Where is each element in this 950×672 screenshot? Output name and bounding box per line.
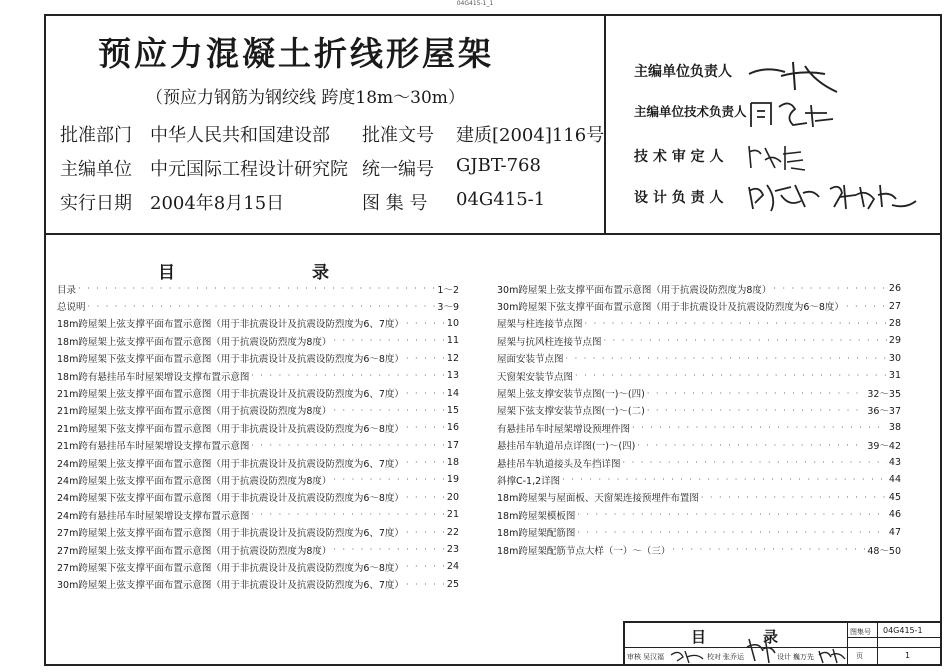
- atlas-subtitle: （预应力钢筋为钢绞线 跨度18m～30m）: [146, 88, 465, 108]
- toc-entry-page: 21: [446, 509, 459, 521]
- toc-entry: [57, 280, 459, 297]
- footer-page-value: 1: [905, 651, 911, 660]
- toc-entry: [57, 558, 459, 575]
- toc-leader-dots: [406, 458, 445, 467]
- toc-entry-page: 10: [446, 317, 459, 329]
- toc-entry-title: 27m跨屋架下弦支撑平面布置示意图（用于非抗震设计及抗震设防烈度为6～8度）: [57, 562, 404, 574]
- toc-entry-page: 27: [888, 300, 901, 312]
- toc-entry-page: 47: [888, 526, 901, 538]
- toc-entry-page: 19: [446, 474, 459, 486]
- toc-entry: [57, 384, 459, 401]
- toc-leader-dots: [251, 510, 445, 519]
- footer-check-signature: [745, 633, 779, 665]
- toc-entry-title: 18m跨屋架上弦支撑平面布置示意图（用于抗震设防烈度为8度）: [57, 336, 332, 348]
- toc-entry-title: 18m跨有悬挂吊车时屋架增设支撑布置示意图: [57, 371, 250, 383]
- toc-entry-page: 43: [888, 457, 901, 469]
- toc-entry: [57, 523, 459, 540]
- toc-entry-title: 18m跨屋架配筋图: [497, 528, 576, 540]
- toc-entry-page: 22: [446, 526, 459, 538]
- approval-dept-value: 中华人民共和国建设部: [150, 125, 330, 146]
- toc-leader-dots: [251, 371, 445, 380]
- toc-entry-page: 32～35: [867, 389, 901, 401]
- toc-entry-title: 目录: [57, 284, 77, 296]
- toc-entry: [497, 297, 901, 314]
- toc-entry-title: 天窗架安装节点图: [497, 371, 574, 383]
- toc-entry: [497, 350, 901, 367]
- toc-leader-dots: [406, 423, 445, 432]
- toc-entry-page: 25: [446, 578, 459, 590]
- toc-entry: [57, 350, 459, 367]
- toc-leader-dots: [632, 423, 887, 432]
- toc-entry-title: 18m跨屋架配筋节点大样（一）～（三）: [497, 545, 671, 557]
- approval-doc-label: 批准文号: [362, 125, 434, 146]
- toc-leader-dots: [773, 284, 887, 293]
- toc-entry-page: 26: [888, 283, 901, 295]
- toc-leader-dots: [566, 354, 887, 363]
- toc-entry: [497, 541, 901, 558]
- toc-leader-dots: [78, 284, 435, 293]
- toc-entry-title: 屋架下弦支撑安装节点图(一)～(二): [497, 406, 645, 418]
- toc-entry: [57, 332, 459, 349]
- toc-leader-dots: [577, 510, 887, 519]
- footer-page-label: 页: [856, 652, 863, 660]
- toc-entry-title: 24m跨有悬挂吊车时屋架增设支撑布置示意图: [57, 510, 250, 522]
- file-caption: 04G415-1_1: [456, 0, 494, 7]
- toc-entry: [497, 315, 901, 332]
- footer-review-label: 审核: [627, 653, 641, 661]
- toc-entry: [57, 489, 459, 506]
- toc-leader-dots: [406, 580, 445, 589]
- footer-review-signature: [669, 647, 709, 665]
- toc-entry: [57, 576, 459, 593]
- toc-entry-title: 30m跨屋架下弦支撑平面布置示意图（用于非抗震设计及抗震设防烈度为6～8度）: [497, 302, 844, 314]
- toc-entry-page: 11: [446, 335, 459, 347]
- role-tech-reviewer: 技 术 审 定 人: [634, 149, 724, 165]
- toc-leader-dots: [406, 354, 445, 363]
- title-block: [623, 621, 942, 666]
- toc-entry-page: 31: [888, 370, 901, 382]
- toc-entry: [57, 541, 459, 558]
- toc-entry-title: 24m跨屋架上弦支撑平面布置示意图（用于非抗震设计及抗震设防烈度为6、7度）: [57, 458, 404, 470]
- toc-entry-page: 29: [888, 335, 901, 347]
- signature-chief-tech: [745, 95, 840, 135]
- toc-entry-page: 44: [888, 474, 901, 486]
- toc-entry-title: 27m跨屋架上弦支撑平面布置示意图（用于非抗震设计及抗震设防烈度为6、7度）: [57, 528, 404, 540]
- toc-leader-dots: [333, 406, 445, 415]
- toc-entry-page: 13: [446, 370, 459, 382]
- toc-entry-page: 23: [446, 544, 459, 556]
- toc-entry: [497, 437, 901, 454]
- toc-entry-title: 悬挂吊车轨道接头及车挡详图: [497, 458, 621, 470]
- toc-entry-page: 1～2: [437, 284, 459, 296]
- toc-entry-title: 悬挂吊车轨道吊点详图(一)～(四): [497, 441, 636, 453]
- toc-entry-page: 14: [446, 387, 459, 399]
- toc-entry-page: 48～50: [867, 545, 901, 557]
- toc-entry: [497, 523, 901, 540]
- toc-leader-dots: [575, 371, 887, 380]
- unified-number-value: GJBT-768: [456, 155, 541, 176]
- footer-design-label: 设计: [777, 653, 791, 661]
- toc-entry: [497, 280, 901, 297]
- toc-entry-page: 36～37: [867, 406, 901, 418]
- footer-check-name: 张乔运: [723, 653, 744, 661]
- atlas-number-value: 04G415-1: [456, 189, 546, 210]
- toc-entry: [57, 437, 459, 454]
- editor-unit-value: 中元国际工程设计研究院: [150, 159, 348, 180]
- toc-leader-dots: [623, 458, 887, 467]
- toc-entry-page: 38: [888, 422, 901, 434]
- toc-entry: [57, 402, 459, 419]
- signature-design-lead-1: [745, 177, 825, 217]
- footer-design-signature: [817, 645, 847, 665]
- toc-entry-title: 屋架与柱连接节点图: [497, 319, 583, 331]
- role-chief-unit: 主编单位负责人: [634, 64, 732, 80]
- toc-entry-page: 45: [888, 491, 901, 503]
- toc-entry: [57, 367, 459, 384]
- toc-entry-title: 总说明: [57, 302, 86, 314]
- effective-date-label: 实行日期: [60, 193, 132, 214]
- toc-entry-page: 18: [446, 457, 459, 469]
- toc-entry-page: 3～9: [437, 302, 459, 314]
- toc-entry: [497, 332, 901, 349]
- toc-entry-page: 12: [446, 352, 459, 364]
- toc-leader-dots: [251, 441, 445, 450]
- approval-dept-label: 批准部门: [60, 125, 132, 146]
- toc-entry-title: 21m跨屋架下弦支撑平面布置示意图（用于非抗震设计及抗震设防烈度为6～8度）: [57, 423, 404, 435]
- toc-leader-dots: [406, 493, 445, 502]
- signature-design-lead-2: [826, 177, 921, 217]
- toc-entry-page: 15: [446, 404, 459, 416]
- toc-entry-title: 18m跨屋架上弦支撑平面布置示意图（用于非抗震设计及抗震设防烈度为6、7度）: [57, 319, 404, 331]
- toc-entry: [497, 454, 901, 471]
- signature-tech-reviewer: [745, 140, 815, 175]
- toc-entry-title: 有悬挂吊车时屋架增设预埋件图: [497, 423, 631, 435]
- toc-entry: [57, 471, 459, 488]
- toc-right-column: [497, 280, 901, 558]
- toc-entry-title: 18m跨屋架模板图: [497, 510, 576, 522]
- toc-entry-page: 30: [888, 352, 901, 364]
- toc-leader-dots: [701, 493, 887, 502]
- toc-entry: [57, 454, 459, 471]
- toc-entry-page: 28: [888, 317, 901, 329]
- footer-title-right: 录: [763, 628, 779, 646]
- toc-left-column: [57, 280, 459, 593]
- toc-leader-dots: [577, 528, 887, 537]
- toc-leader-dots: [406, 389, 445, 398]
- toc-leader-dots: [88, 302, 436, 311]
- toc-leader-dots: [647, 389, 865, 398]
- toc-entry-title: 18m跨屋架与屋面板、天窗架连接预埋件布置图: [497, 493, 699, 505]
- toc-entry-page: 16: [446, 422, 459, 434]
- toc-entry-page: 17: [446, 439, 459, 451]
- toc-entry-page: 24: [446, 561, 459, 573]
- toc-entry: [57, 506, 459, 523]
- header-divider: [44, 233, 942, 235]
- toc-entry-title: 21m跨有悬挂吊车时屋架增设支撑布置示意图: [57, 441, 250, 453]
- toc-entry-title: 屋面安装节点图: [497, 354, 564, 366]
- header-vertical-divider: [604, 14, 606, 234]
- toc-leader-dots: [406, 562, 445, 571]
- toc-title-right: 录: [312, 263, 329, 283]
- toc-leader-dots: [333, 475, 445, 484]
- effective-date-value: 2004年8月15日: [150, 193, 285, 214]
- toc-leader-dots: [406, 528, 445, 537]
- toc-leader-dots: [333, 545, 445, 554]
- toc-entry: [497, 419, 901, 436]
- footer-review-name: 吴汉福: [643, 653, 664, 661]
- editor-unit-label: 主编单位: [60, 159, 132, 180]
- toc-entry-page: 20: [446, 491, 459, 503]
- toc-entry-title: 屋架与抗风柱连接节点图: [497, 336, 602, 348]
- unified-number-label: 统一编号: [362, 159, 434, 180]
- toc-entry: [497, 402, 901, 419]
- toc-entry: [497, 506, 901, 523]
- toc-entry: [497, 384, 901, 401]
- toc-entry-title: 27m跨屋架上弦支撑平面布置示意图（用于抗震设防烈度为8度）: [57, 545, 332, 557]
- toc-title-left: 目: [158, 263, 175, 283]
- toc-entry-title: 21m跨屋架上弦支撑平面布置示意图（用于非抗震设计及抗震设防烈度为6、7度）: [57, 389, 404, 401]
- footer-atlas-label: 图集号: [850, 628, 871, 636]
- role-chief-tech: 主编单位技术负责人: [634, 104, 747, 119]
- atlas-number-label: 图 集 号: [362, 193, 428, 214]
- toc-entry: [497, 367, 901, 384]
- toc-entry-title: 18m跨屋架下弦支撑平面布置示意图（用于非抗震设计及抗震设防烈度为6～8度）: [57, 354, 404, 366]
- toc-leader-dots: [672, 545, 865, 554]
- toc-entry: [57, 315, 459, 332]
- toc-entry: [497, 489, 901, 506]
- role-design-lead: 设 计 负 责 人: [634, 190, 724, 206]
- atlas-title: 预应力混凝土折线形屋架: [98, 34, 494, 73]
- toc-leader-dots: [406, 319, 445, 328]
- footer-design-name: 巍万先: [793, 653, 814, 661]
- toc-entry-title: 24m跨屋架上弦支撑平面布置示意图（用于抗震设防烈度为8度）: [57, 475, 332, 487]
- toc-entry-title: 30m跨屋架上弦支撑平面布置示意图（用于抗震设防烈度为8度）: [497, 284, 772, 296]
- toc-leader-dots: [333, 336, 445, 345]
- toc-entry-title: 30m跨屋架上弦支撑平面布置示意图（用于非抗震设计及抗震设防烈度为6、7度）: [57, 580, 404, 592]
- toc-leader-dots: [637, 441, 865, 450]
- footer-atlas-value: 04G415-1: [883, 626, 923, 635]
- toc-entry-title: 24m跨屋架下弦支撑平面布置示意图（用于非抗震设计及抗震设防烈度为6～8度）: [57, 493, 404, 505]
- toc-entry-title: 斜撑C-1,2详图: [497, 475, 561, 487]
- toc-entry-title: 屋架上弦支撑安装节点图(一)～(四): [497, 389, 645, 401]
- toc-leader-dots: [562, 475, 887, 484]
- toc-entry-title: 21m跨屋架上弦支撑平面布置示意图（用于抗震设防烈度为8度）: [57, 406, 332, 418]
- footer-title-left: 目: [691, 628, 707, 646]
- toc-entry-page: 39～42: [867, 441, 901, 453]
- toc-leader-dots: [846, 302, 887, 311]
- toc-entry: [57, 297, 459, 314]
- toc-leader-dots: [647, 406, 865, 415]
- toc-entry-page: 46: [888, 509, 901, 521]
- toc-leader-dots: [604, 336, 887, 345]
- approval-doc-value: 建质[2004]116号: [456, 125, 605, 146]
- toc-entry: [497, 471, 901, 488]
- toc-entry: [57, 419, 459, 436]
- toc-leader-dots: [585, 319, 887, 328]
- footer-check-label: 校对: [707, 653, 721, 661]
